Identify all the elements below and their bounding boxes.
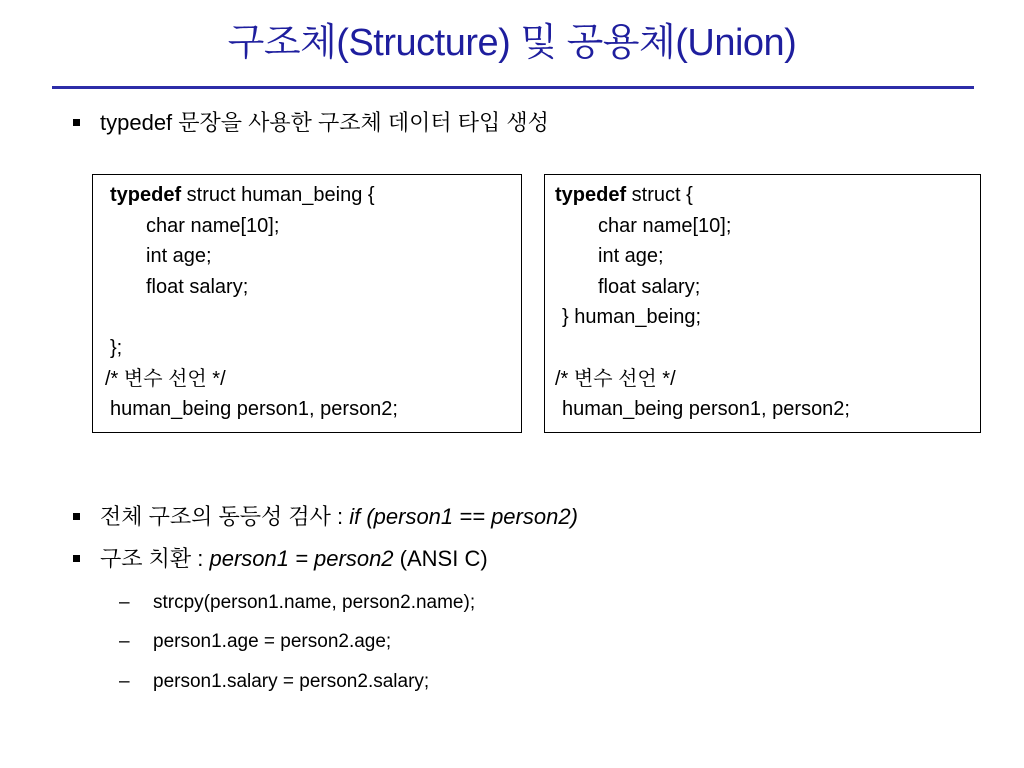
dash-icon: – [119, 592, 130, 613]
code-line [110, 180, 375, 211]
code-line: int age; [598, 245, 664, 267]
bullet-suffix: (ANSI C) [393, 546, 488, 571]
code-box-named-struct [92, 174, 522, 433]
bullet-equality-check [100, 503, 578, 531]
bullet-square-icon [73, 555, 80, 562]
dash-icon: – [119, 671, 130, 692]
bullet-code: if (person1 == person2) [349, 504, 578, 529]
code-line: float salary; [146, 276, 249, 298]
bullet-text: 전체 구조의 동등성 검사 : [100, 504, 350, 529]
bullet-square-icon [73, 513, 80, 520]
code-box-anonymous-struct [544, 174, 981, 433]
code-text: struct human_being { [181, 184, 375, 206]
code-text: struct { [626, 184, 693, 206]
code-line: char name[10]; [146, 215, 280, 237]
title-underline [52, 86, 974, 89]
bullet-code: person1 = person2 [209, 546, 394, 571]
dash-icon: – [119, 631, 130, 652]
slide-title: 구조체(Structure) 및 공용체(Union) [227, 22, 797, 64]
sub-item-age [119, 630, 391, 654]
bullet-square-icon [73, 119, 80, 126]
bullet-text: 구조 치환 : [100, 546, 210, 571]
sub-item-strcpy [119, 591, 475, 615]
code-line: int age; [146, 245, 212, 267]
bullet-struct-assignment [100, 545, 488, 573]
code-line: }; [110, 337, 123, 359]
code-comment: /* 변수 선언 */ [555, 368, 676, 390]
code-line: float salary; [598, 276, 701, 298]
typedef-keyword: typedef [110, 184, 182, 206]
sub-item-text: person1.age = person2.age; [153, 631, 392, 652]
code-line: human_being person1, person2; [110, 398, 398, 420]
code-line: char name[10]; [598, 215, 732, 237]
code-line [555, 180, 693, 211]
bullet-typedef-intro: typedef 문장을 사용한 구조체 데이터 타입 생성 [100, 110, 549, 135]
sub-item-text: strcpy(person1.name, person2.name); [153, 592, 476, 613]
sub-item-text: person1.salary = person2.salary; [153, 671, 430, 692]
code-line: human_being person1, person2; [562, 398, 850, 420]
sub-item-salary [119, 670, 429, 694]
code-comment: /* 변수 선언 */ [105, 368, 226, 390]
typedef-keyword: typedef [555, 184, 627, 206]
code-line: } human_being; [562, 306, 702, 328]
